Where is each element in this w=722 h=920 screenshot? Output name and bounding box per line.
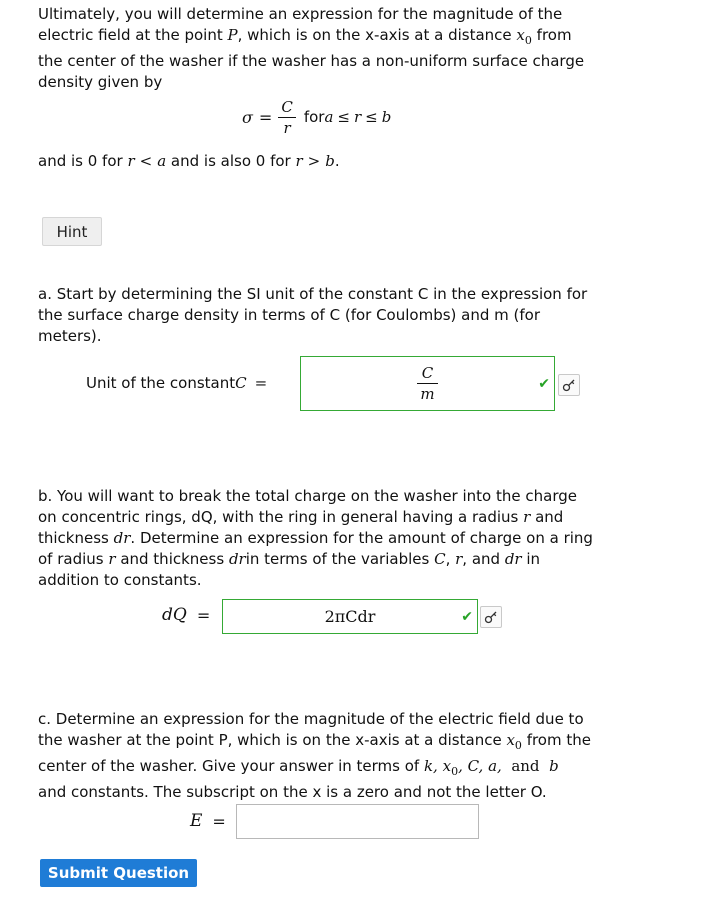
submit-question-button[interactable]: Submit Question: [40, 859, 197, 887]
part-a-line-1: a. Start by determining the SI unit of the constant C in the expression for: [38, 285, 588, 303]
part-c-answer-field[interactable]: [236, 804, 479, 839]
part-b-line-5: addition to constants.: [38, 571, 202, 589]
part-a-answer-field[interactable]: [300, 356, 555, 411]
intro-line-2: electric field at the point P, which is on the x-axis at a distance $x_0$ from: [38, 26, 572, 47]
part-b-line-1: b. You will want to break the total charge on the washer into the charge: [38, 487, 577, 505]
part-a-answer-fraction: $\frac{C}{m}$: [417, 364, 437, 403]
key-icon[interactable]: [480, 606, 502, 628]
intro-line-3: the center of the washer if the washer has a non-uniform surface charge: [38, 52, 585, 70]
part-a-prompt: [38, 284, 648, 347]
sigma-equation: σ = $\frac{C}{r}$ for a ≤ r ≤ b: [242, 97, 392, 137]
part-c-line-2: the washer at the point P, which is on the x-axis at a distance $x_0$ from the: [38, 731, 591, 752]
part-b-prompt: [38, 486, 648, 591]
condition-line: and is 0 for r < a and is also 0 for r > b.: [38, 152, 340, 170]
intro-paragraph: [38, 4, 648, 93]
part-b-label: dQ =: [162, 605, 211, 625]
part-b-answer-field[interactable]: 2πCdr ✔: [222, 599, 478, 634]
check-icon: ✔: [461, 608, 473, 625]
part-c-label: E =: [190, 811, 226, 831]
part-c-line-3: center of the washer. Give your answer in terms of k, $x_0$, C, a, and b: [38, 757, 559, 778]
intro-line-4: density given by: [38, 73, 163, 91]
part-c-line-1: c. Determine an expression for the magnitude of the electric field due to: [38, 710, 584, 728]
part-b-line-2: on concentric rings, dQ, with the ring in general having a radius r and: [38, 508, 564, 526]
part-a-label: Unit of the constant C =: [86, 374, 268, 392]
intro-line-1: Ultimately, you will determine an expression for the magnitude of the: [38, 5, 563, 23]
part-b-line-3: thickness dr. Determine an expression for the amount of charge on a ring: [38, 529, 593, 547]
part-c-prompt: [38, 709, 648, 803]
part-a-line-2: the surface charge density in terms of C (for Coulombs) and m (for: [38, 306, 541, 324]
part-b-line-4: of radius r and thickness drin terms of the variables C, r, and dr in: [38, 550, 541, 568]
part-c-line-4: and constants. The subscript on the x is a zero and not the letter O.: [38, 783, 547, 801]
hint-button[interactable]: Hint: [42, 217, 102, 246]
sigma-fraction: $\frac{C}{r}$: [278, 98, 295, 137]
key-icon[interactable]: [558, 374, 580, 396]
part-a-line-3: meters).: [38, 327, 102, 345]
check-icon: ✔: [538, 375, 550, 392]
